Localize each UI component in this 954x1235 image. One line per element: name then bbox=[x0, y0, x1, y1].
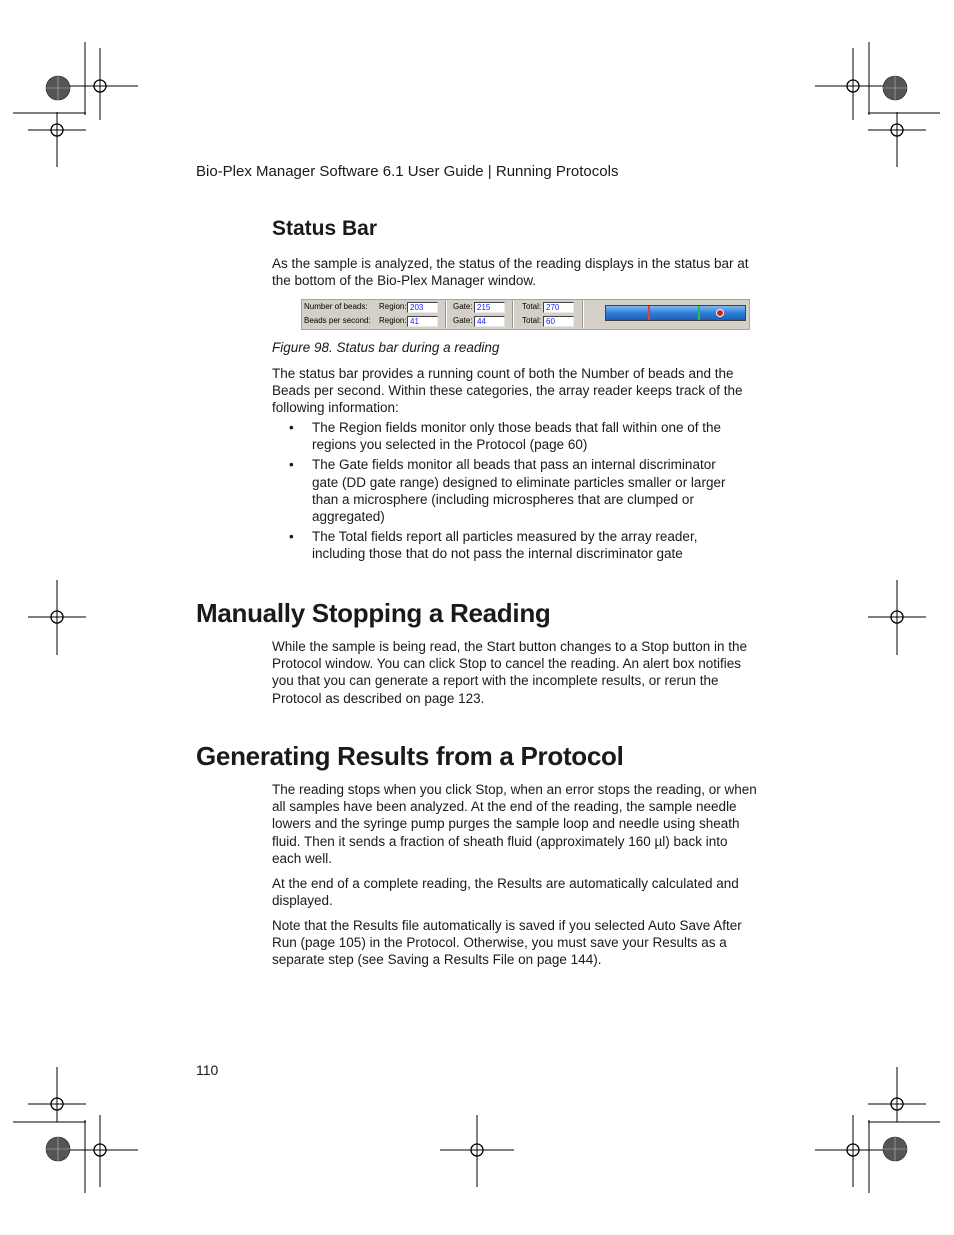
total-label: Total: bbox=[522, 316, 542, 325]
high-gate-marker bbox=[698, 306, 700, 320]
region-count-field: 203 bbox=[407, 302, 438, 313]
status-separator bbox=[512, 301, 514, 328]
list-item-total: • The Total fields report all particles measured by the array reader, including those that do not pass the internal discriminator gate bbox=[272, 528, 732, 562]
running-header: Bio-Plex Manager Software 6.1 User Guide | Running Protocols bbox=[196, 163, 619, 180]
gate-rate-field: 44 bbox=[474, 316, 505, 327]
results-paragraph-3: Note that the Results file automatically is saved if you selected Auto Save After Run (page 105) in the Protocol. Otherwise, you must save your Results as a separate step (see Saving a Results File on page 144). bbox=[272, 918, 742, 968]
manual-stop-body: While the sample is being read, the Start button changes to a Stop button in the Protocol window. You can click Stop to cancel the reading. An alert box notifies you that you can generate a report with the incomplete results, or rerun the Protocol as described on page 123. bbox=[272, 639, 748, 706]
gate-count-field: 215 bbox=[474, 302, 505, 313]
beads-per-second-label: Beads per second: bbox=[304, 316, 371, 325]
low-gate-marker bbox=[648, 306, 650, 320]
status-separator bbox=[445, 301, 447, 328]
status-separator bbox=[582, 301, 584, 328]
section-heading-generating-results: Generating Results from a Protocol bbox=[196, 741, 624, 771]
total-rate-field: 60 bbox=[543, 316, 574, 327]
gate-label: Gate: bbox=[453, 302, 473, 311]
total-label: Total: bbox=[522, 302, 542, 311]
status-bar-intro: As the sample is analyzed, the status of the reading displays in the status bar at the bottom of the Bio-Plex Manager window. bbox=[272, 256, 749, 289]
number-of-beads-label: Number of beads: bbox=[304, 302, 368, 311]
section-heading-manually-stopping: Manually Stopping a Reading bbox=[196, 598, 551, 628]
list-item-region: • The Region fields monitor only those beads that fall within one of the regions you selected in the Protocol (page 60) bbox=[272, 419, 732, 453]
status-bar-figure bbox=[301, 299, 750, 330]
figure-caption: Figure 98. Status bar during a reading bbox=[272, 340, 500, 355]
results-paragraph-2: At the end of a complete reading, the Results are automatically calculated and displayed. bbox=[272, 876, 739, 909]
region-label: Region: bbox=[379, 302, 407, 311]
page-number: 110 bbox=[196, 1062, 219, 1078]
list-item-gate: • The Gate fields monitor all beads that pass an internal discriminator gate (DD gate range) designed to eliminate particles smaller or larger than a microsphere (including microspheres that are clumped or aggregated) bbox=[272, 456, 732, 525]
results-paragraph-1: The reading stops when you click Stop, when an error stops the reading, or when all samples have been analyzed. At the end of the reading, the sample needle lowers and the syringe pump purges the sample loop and needle using sheath fluid. Then it sends a fraction of sheath fluid (approximately 160 µl) back into each well. bbox=[272, 782, 757, 866]
status-field-list bbox=[272, 419, 732, 563]
gate-range-progress-bar bbox=[605, 305, 746, 321]
total-count-field: 270 bbox=[543, 302, 574, 313]
status-bar-description: The status bar provides a running count of both the Number of beads and the Beads per second. Within these categories, the array reader keeps track of the following information: bbox=[272, 366, 743, 416]
gate-label: Gate: bbox=[453, 316, 473, 325]
section-heading-status-bar: Status Bar bbox=[272, 217, 378, 240]
bead-indicator-icon bbox=[716, 309, 724, 317]
region-rate-field: 41 bbox=[407, 316, 438, 327]
region-label: Region: bbox=[379, 316, 407, 325]
